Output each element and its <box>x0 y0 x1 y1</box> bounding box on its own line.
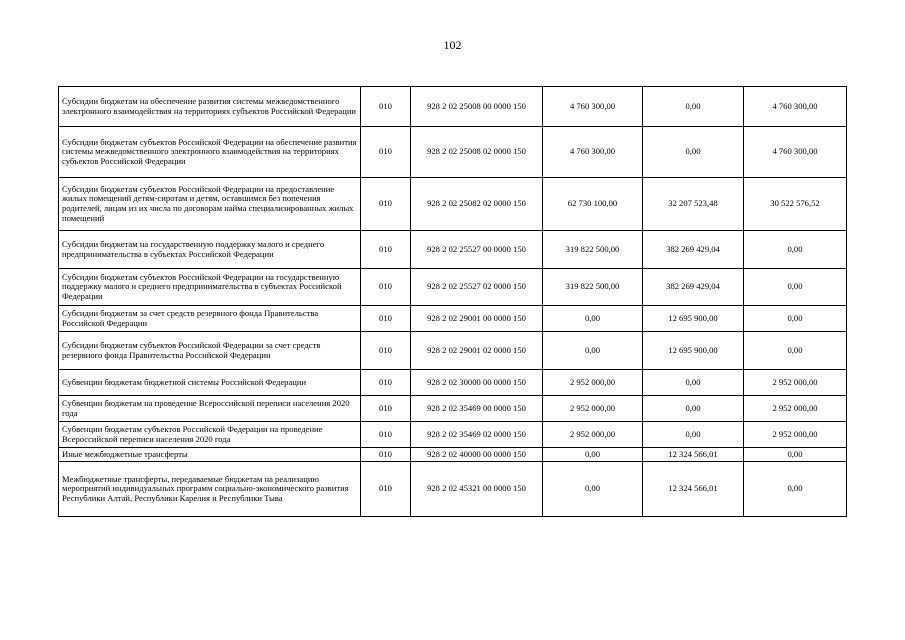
row-approved-amount: 2 952 000,00 <box>543 370 643 396</box>
row-name: Субсидии бюджетам субъектов Российской Федерации за счет средств резервного фонда Правительства Российской Федерации <box>59 332 361 370</box>
table-row <box>59 127 847 178</box>
row-kbk-code: 928 2 02 35469 00 0000 150 <box>411 396 543 422</box>
row-remaining-amount: 0,00 <box>744 462 847 517</box>
row-remaining-amount: 0,00 <box>744 448 847 462</box>
row-approved-amount: 4 760 300,00 <box>543 87 643 127</box>
row-name: Субсидии бюджетам субъектов Российской Федерации на предоставление жилых помещений детям-сиротам и детям, оставшимся без попечения родителей, лицам из их числа по договорам найма специализированных жилых помещений <box>59 178 361 231</box>
row-approved-amount: 2 952 000,00 <box>543 422 643 448</box>
row-name: Субвенции бюджетам бюджетной системы Российской Федерации <box>59 370 361 396</box>
table-row <box>59 87 847 127</box>
row-kbk-code: 928 2 02 25527 00 0000 150 <box>411 231 543 269</box>
table-row <box>59 370 847 396</box>
row-remaining-amount: 2 952 000,00 <box>744 396 847 422</box>
row-code: 010 <box>361 448 411 462</box>
row-name: Субсидии бюджетам субъектов Российской Федерации на обеспечение развития системы межведомственного электронного взаимодействия на территориях субъектов Российской Федерации <box>59 127 361 178</box>
page-number: 102 <box>443 38 462 52</box>
row-code: 010 <box>361 396 411 422</box>
row-name: Субсидии бюджетам на государственную поддержку малого и среднего предпринимательства в субъектах Российской Федерации <box>59 231 361 269</box>
row-name: Субсидии бюджетам субъектов Российской Федерации на государственную поддержку малого и среднего предпринимательства в субъектах Российской Федерации <box>59 269 361 306</box>
row-code: 010 <box>361 422 411 448</box>
table-row <box>59 178 847 231</box>
row-approved-amount: 319 822 500,00 <box>543 269 643 306</box>
row-kbk-code: 928 2 02 30000 00 0000 150 <box>411 370 543 396</box>
table-row <box>59 332 847 370</box>
row-remaining-amount: 4 760 300,00 <box>744 127 847 178</box>
table-row <box>59 306 847 332</box>
row-kbk-code: 928 2 02 35469 02 0000 150 <box>411 422 543 448</box>
row-approved-amount: 0,00 <box>543 306 643 332</box>
row-code: 010 <box>361 231 411 269</box>
row-executed-amount: 0,00 <box>643 422 744 448</box>
table-row <box>59 231 847 269</box>
row-code: 010 <box>361 462 411 517</box>
row-executed-amount: 0,00 <box>643 127 744 178</box>
row-executed-amount: 32 207 523,48 <box>643 178 744 231</box>
row-kbk-code: 928 2 02 40000 00 0000 150 <box>411 448 543 462</box>
row-executed-amount: 0,00 <box>643 396 744 422</box>
row-remaining-amount: 0,00 <box>744 332 847 370</box>
row-approved-amount: 0,00 <box>543 448 643 462</box>
row-code: 010 <box>361 306 411 332</box>
row-name: Субсидии бюджетам на обеспечение развития системы межведомственного электронного взаимодействия на территориях субъектов Российской Федерации <box>59 87 361 127</box>
row-kbk-code: 928 2 02 25008 02 0000 150 <box>411 127 543 178</box>
row-name: Иные межбюджетные трансферты <box>59 448 361 462</box>
row-remaining-amount: 0,00 <box>744 306 847 332</box>
row-name: Субвенции бюджетам субъектов Российской Федерации на проведение Всероссийской переписи населения 2020 года <box>59 422 361 448</box>
row-approved-amount: 4 760 300,00 <box>543 127 643 178</box>
budget-table <box>58 86 847 517</box>
row-remaining-amount: 0,00 <box>744 269 847 306</box>
row-executed-amount: 12 324 566,01 <box>643 448 744 462</box>
row-name: Субвенции бюджетам на проведение Всероссийской переписи населения 2020 года <box>59 396 361 422</box>
row-code: 010 <box>361 370 411 396</box>
row-remaining-amount: 0,00 <box>744 231 847 269</box>
row-executed-amount: 12 695 900,00 <box>643 306 744 332</box>
row-remaining-amount: 30 522 576,52 <box>744 178 847 231</box>
table-row <box>59 396 847 422</box>
row-name: Субсидии бюджетам за счет средств резервного фонда Правительства Российской Федерации <box>59 306 361 332</box>
row-code: 010 <box>361 127 411 178</box>
row-kbk-code: 928 2 02 25527 02 0000 150 <box>411 269 543 306</box>
row-kbk-code: 928 2 02 45321 00 0000 150 <box>411 462 543 517</box>
row-remaining-amount: 2 952 000,00 <box>744 422 847 448</box>
row-executed-amount: 382 269 429,04 <box>643 269 744 306</box>
row-remaining-amount: 2 952 000,00 <box>744 370 847 396</box>
table-row <box>59 422 847 448</box>
row-executed-amount: 0,00 <box>643 370 744 396</box>
table-row <box>59 448 847 462</box>
row-name: Межбюджетные трансферты, передаваемые бюджетам на реализацию мероприятий индивидуальных программ социально-экономического развития Республики Алтай, Республики Карелия и Республики Тыва <box>59 462 361 517</box>
row-remaining-amount: 4 760 300,00 <box>744 87 847 127</box>
row-code: 010 <box>361 269 411 306</box>
row-approved-amount: 0,00 <box>543 462 643 517</box>
row-code: 010 <box>361 87 411 127</box>
row-approved-amount: 62 730 100,00 <box>543 178 643 231</box>
row-kbk-code: 928 2 02 25082 02 0000 150 <box>411 178 543 231</box>
row-approved-amount: 0,00 <box>543 332 643 370</box>
row-executed-amount: 382 269 429,04 <box>643 231 744 269</box>
row-kbk-code: 928 2 02 29001 02 0000 150 <box>411 332 543 370</box>
row-executed-amount: 12 324 566,01 <box>643 462 744 517</box>
row-approved-amount: 2 952 000,00 <box>543 396 643 422</box>
row-executed-amount: 12 695 900,00 <box>643 332 744 370</box>
table-row <box>59 269 847 306</box>
row-code: 010 <box>361 332 411 370</box>
row-kbk-code: 928 2 02 25008 00 0000 150 <box>411 87 543 127</box>
row-code: 010 <box>361 178 411 231</box>
table-body <box>59 87 847 517</box>
table-row <box>59 462 847 517</box>
row-kbk-code: 928 2 02 29001 00 0000 150 <box>411 306 543 332</box>
row-approved-amount: 319 822 500,00 <box>543 231 643 269</box>
row-executed-amount: 0,00 <box>643 87 744 127</box>
